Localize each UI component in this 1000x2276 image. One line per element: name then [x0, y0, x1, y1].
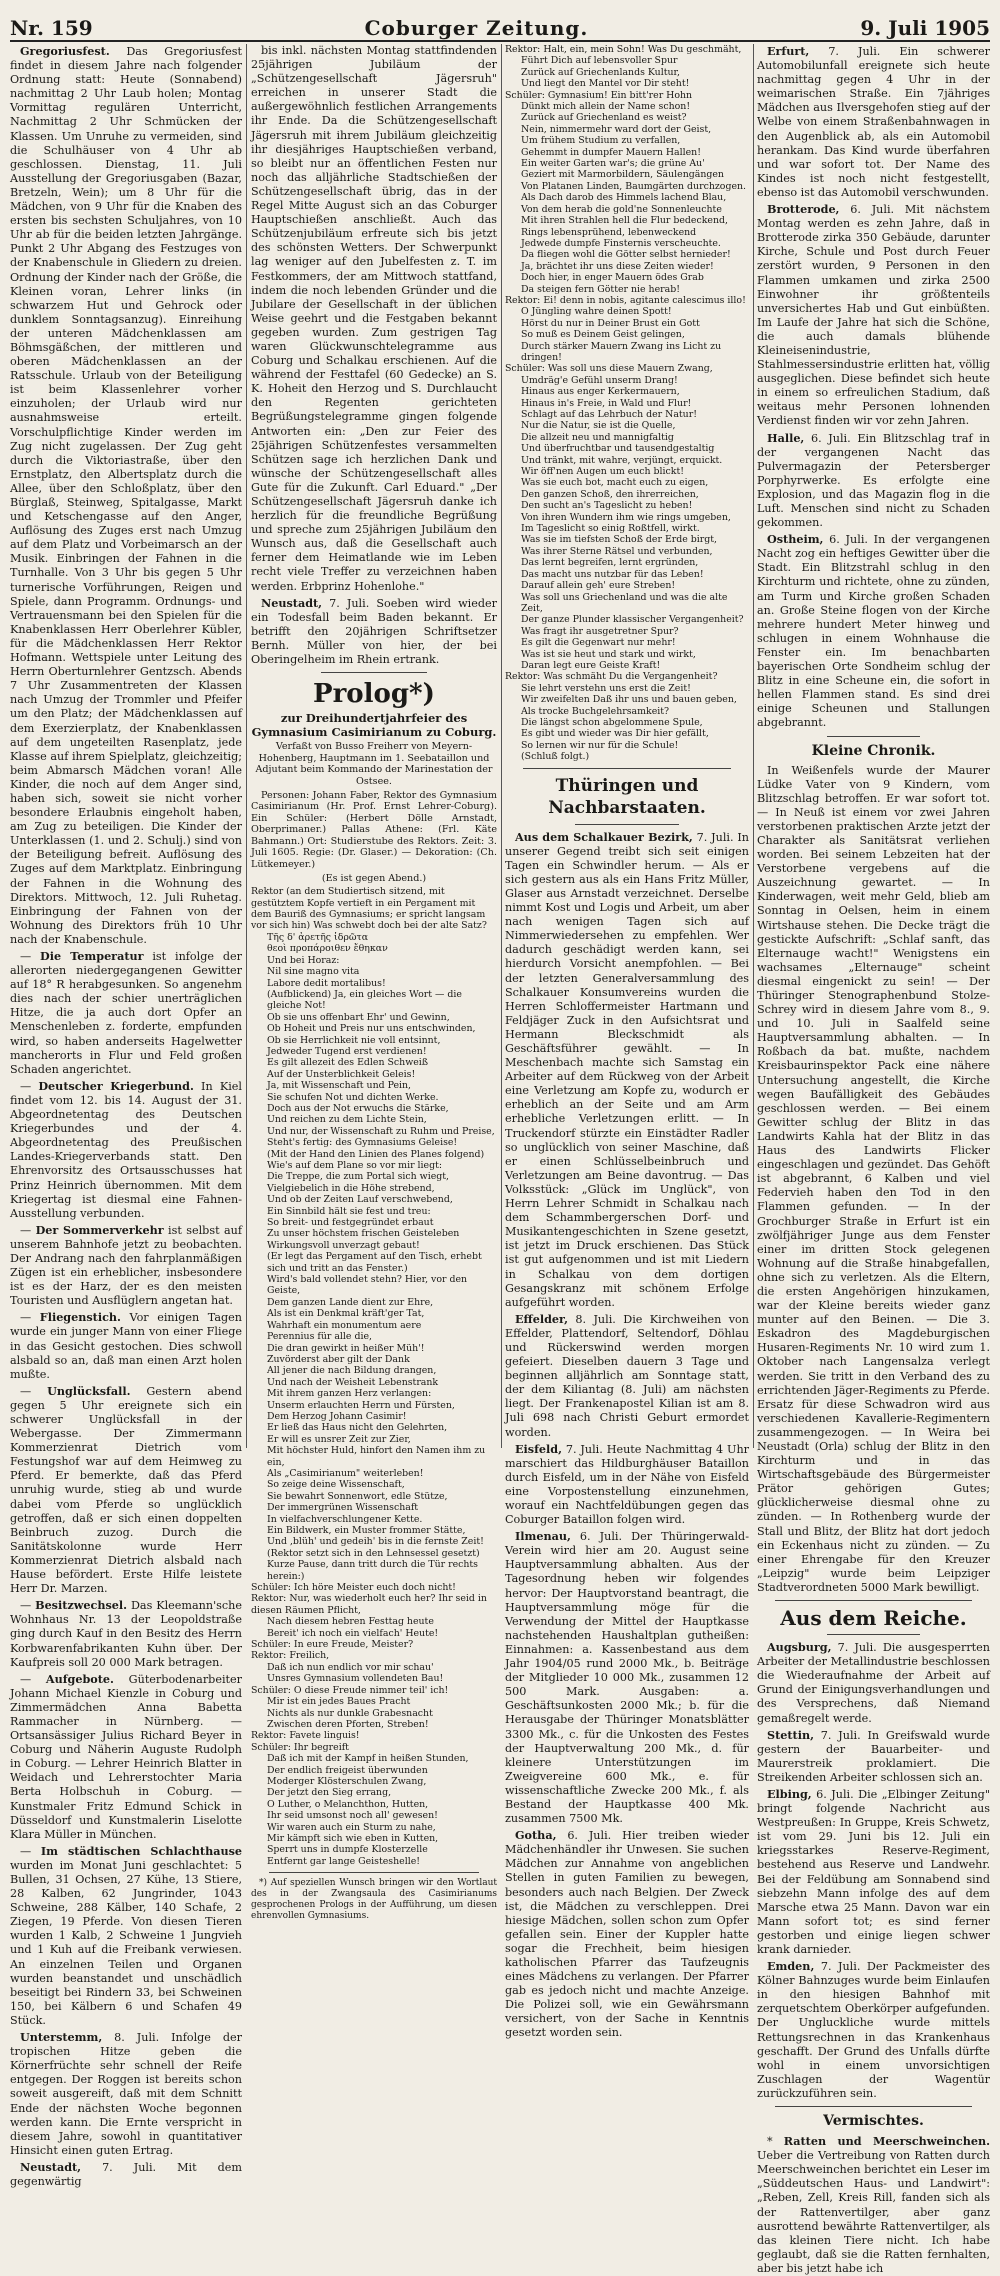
- verse-line: Von dem herab die gold'ne Sonnenleuchte: [521, 203, 722, 215]
- verse-line: Die dran gewirkt in heißer Müh'!: [267, 1342, 425, 1354]
- verse-line: Und nach der Weisheit Lebenstrank: [267, 1376, 439, 1388]
- verse-line: Das macht uns nutzbar für das Leben!: [521, 568, 704, 580]
- article-heading: Stettin,: [767, 1727, 814, 1742]
- verse-line: So lernen wir nur für die Schule!: [521, 739, 679, 751]
- masthead: [10, 6, 990, 42]
- column-3: [505, 44, 750, 2040]
- verse-line: Mit ihren Strahlen hell die Flur bedeckend,: [521, 215, 728, 227]
- article-elbing: [757, 1787, 990, 1957]
- verse-line: Mit ihrem ganzen Herz verlangen:: [267, 1388, 432, 1400]
- verse-line: O Luther, o Melanchthon, Hutten,: [267, 1798, 429, 1810]
- verse-line: Schüler: Ihr begreift: [251, 1741, 349, 1753]
- verse-line: Rektor: Ei! denn in nobis, agitante calescimus illo!: [505, 294, 746, 306]
- article-heading: Die Temperatur: [40, 949, 144, 963]
- verse-line: (Mit der Hand den Linien des Planes folgend): [267, 1148, 485, 1160]
- prolog-stage-direction: (Es ist gegen Abend.): [321, 872, 427, 884]
- verse-line: Wie's auf dem Plane so vor mir liegt:: [267, 1160, 443, 1171]
- verse-line: Doch aus der Not erwuchs die Stärke,: [267, 1102, 449, 1114]
- verse-line: Vielgiebelich in die Höhe strebend,: [267, 1182, 435, 1194]
- article-heading: Unglücksfall.: [47, 1383, 131, 1398]
- verse-line: Was sie im tiefsten Schoß der Erde birgt,: [521, 534, 718, 546]
- article-heading: Gregoriusfest.: [20, 44, 110, 58]
- verse-line: Moderger Klösterschulen Zwang,: [267, 1775, 427, 1787]
- verse-line: Dem Herzog Johann Casimir!: [267, 1410, 407, 1422]
- verse-line: Ja, mit Wissenschaft und Pein,: [267, 1080, 412, 1092]
- verse-line: Geziert mit Marmorbildern, Säulengängen: [521, 169, 724, 181]
- divider: [523, 768, 731, 769]
- article-heading: Halle,: [767, 430, 805, 445]
- prolog-continuation: [505, 44, 749, 763]
- article-besitzwechsel: — Besitzwechsel. Das Kleemann'sche Wohnhaus Nr. 13 der Leopoldstraße ging durch Kauf in den Besitz des Herrn Korbwarenfabrikanten Kuhn über. Der Kaufpreis soll 20 000 Mark betragen.: [10, 1598, 243, 1669]
- article-heading: Elbing,: [767, 1786, 812, 1801]
- divider: [827, 736, 920, 737]
- verse-line: Der ganze Plunder klassischer Vergangenheit?: [521, 614, 744, 626]
- article-stettin: [757, 1728, 990, 1785]
- article-heading: Im städtischen Schlachthause: [40, 1843, 242, 1858]
- article-halle: [757, 431, 990, 531]
- verse-line: Was sie euch bot, macht euch zu eigen,: [521, 477, 709, 489]
- verse-line: Die längst schon abgelommene Spule,: [521, 716, 703, 728]
- article-text: 7. Juli. Die ausgesperrten Arbeiter der Metallindustrie beschlossen die Wiederaufnahme der Arbeit auf Grund der Einigungsverhandlungen und des Versprechens, daß Niemand gemaßregelt werde.: [757, 1641, 990, 1725]
- article-heading: Neustadt,: [261, 595, 323, 610]
- article-augsburg: [757, 1640, 990, 1726]
- article-sommerverkehr: — Der Sommerverkehr ist selbst auf unserem Bahnhofe jetzt zu beobachten. Der Andrang nach den fahrplanmäßigen Zügen ist ein erheblicher, insbesondere ist es der Harz, der es den meisten Touristen und Ausflüglern angetan hat.: [10, 1222, 242, 1308]
- issue-number: Nr. 159: [10, 16, 93, 40]
- verse-line: Schüler: In eure Freude, Meister?: [251, 1639, 414, 1651]
- article-temperatur: — Die Temperatur ist infolge der allerorten niedergegangenen Gewitter auf 18° R herabgesunken. So angenehm dies nach der schier unerträglichen Hitze, die ja auch dort Opfer an Menschenleben z. forderte, empfunden wird, so haben anderseits Hagelwetter mancherorts in Flur und Feld großen Schaden angerichtet.: [10, 949, 242, 1076]
- verse-line: Rings lebensprühend, lebenweckend: [521, 226, 697, 238]
- verse-line: Unsres Gymnasium vollendeten Bau!: [267, 1673, 444, 1685]
- verse-line: Perennius für alle die,: [267, 1331, 372, 1343]
- article-heading: Effelder,: [515, 1311, 568, 1326]
- verse-line: Schüler: Gymnasium! Ein bitt'rer Hohn: [505, 89, 693, 101]
- article-heading: Aus dem Schalkauer Bezirk,: [515, 829, 693, 844]
- verse-line: Wir zweifelten Daß ihr uns und bauen geben,: [521, 694, 737, 706]
- verse-line: Umdräg'e Gefühl unserm Drang!: [521, 374, 678, 386]
- article-text: 8. Juli. Infolge der tropischen Hitze geben die Körnerfrüchte sehr schnell der Reife entgegen. Der Roggen ist bereits schon soweit ausgereift, daß mit dem Schnitt Ende der nächsten Woche begonnen werden kann. Die Ernte verspricht in diesem Jahre, sowohl in quantitativer Hinsicht einen guten Ertrag.: [10, 2031, 242, 2157]
- article-heading: Deutscher Kriegerbund.: [38, 1078, 194, 1093]
- verse-line: Gehemmt in dumpfer Mauern Hallen!: [521, 146, 701, 158]
- column-2: [251, 44, 497, 1922]
- article-effelder: [505, 1312, 749, 1440]
- article-heading: Ratten und Meerschweinchen.: [783, 2134, 990, 2149]
- verse-line: Rektor: Halt, ein, mein Sohn! Was Du geschmäht,: [505, 44, 742, 55]
- article-date: 6. Juli.: [567, 1829, 612, 1843]
- verse-line: Und bei Horaz:: [267, 954, 340, 966]
- verse-line: Da fliegen wohl die Götter selbst hernieder!: [521, 249, 731, 261]
- divider: [775, 2106, 972, 2107]
- article-emden: [757, 1959, 990, 2101]
- verse-line: Der jetzt den Sieg errang,: [267, 1787, 392, 1799]
- verse-line: Er ließ das Haus nicht den Gelehrten,: [267, 1422, 448, 1434]
- divider: [321, 672, 427, 673]
- article-neustadt-todesfall: [251, 596, 497, 667]
- verse-line: Sie schufen Not und dichten Werke.: [267, 1091, 439, 1103]
- verse-line: Wir öff'nen Augen um euch blickt!: [521, 466, 685, 478]
- verse-line: Labore dedit mortalibus!: [267, 977, 386, 989]
- article-fliegenstich: — Fliegenstich. Vor einigen Tagen wurde ein junger Mann von einer Fliege in das Gesicht gestochen. Dies schwoll alsbald so an, daß man einen Arzt holen mußte.: [10, 1310, 242, 1381]
- article-heading: Augsburg,: [767, 1640, 832, 1655]
- article-neustadt: [10, 2160, 242, 2189]
- verse-line: Von ihren Wundern ihm wie rings umgeben,: [521, 511, 731, 523]
- verse-line: Jedweder Tugend erst verdienen!: [267, 1045, 427, 1057]
- verse-line: Im Tageslicht so einig Roßtfell, wirkt.: [521, 523, 700, 535]
- divider: [827, 1634, 920, 1635]
- verse-line: (Rektor setzt sich in den Lehnsessel gesetzt): [267, 1547, 480, 1559]
- verse-line: Wir waren auch ein Sturm zu nahe,: [267, 1821, 436, 1833]
- verse-line: Daß ich nun endlich vor mir schau': [267, 1661, 434, 1673]
- article-text: Der Thüringerwald-Verein wird hier am 20. August seine Hauptversammlung abhalten. Aus der Tagesordnung heben wir folgendes hervor: Der Hauptvorstand beantragt, die Hauptversammlung möge für die Verwendung der Mittel der Hauptkasse nachstehenden Haushaltplan gutheißen: Einnahmen: a. Kassenbestand aus dem Jahr 1904/05 rund 2000 Mk., b. Beiträge der Mitglieder 10 000 Mk., zusammen 12 500 Mark. Ausgaben: a. Geschäftsunkosten 2000 Mk.; b. für die Herausgabe der Thüringer Monatsblätter 3300 Mk., c. für die Unkosten des Festes der Hauptverwaltung 200 Mk., d. für kleinere Unterstützungen im Zweigvereine 600 Mk., e. für wissenschaftliche Zwecke 200 Mk., f. als Bestand der Hauptkasse 400 Mk. zusammen 7500 Mk.: [505, 1530, 749, 1826]
- article-heading: Erfurt,: [767, 44, 810, 58]
- article-kriegerbund: — Deutscher Kriegerbund. In Kiel findet vom 12. bis 14. August der 31. Abgeordnetentag des Deutschen Kriegerbundes und der 4. Abgeordnetentag des Preußischen Landes-Kriegerverbands statt. Den Ehrenvorsitz des Ortsausschusses hat Prinz Heinrich übernommen. Mit dem Kriegertag ist diesmal eine Fahnen-Ausstellung verbunden.: [10, 1078, 242, 1220]
- verse-line: Daran legt eure Geiste Kraft!: [521, 659, 661, 671]
- verse-line: Ja, brächtet ihr uns diese Zeiten wieder!: [521, 260, 714, 272]
- column-4: [757, 44, 991, 2275]
- section-heading-reich: Aus dem Reiche.: [780, 1606, 967, 1631]
- article-brotterode: [757, 202, 990, 429]
- article-text: 7. Juli. Ein schwerer Automobilunfall ereignete sich heute nachmittag gegen 4 Uhr in der weimarischen Straße. Ein 7jähriges Mädchen aus Ilversgehofen stieg auf der Welbe von einem Straßenbahnwagen in den Augenblick ab, als ein Automobil herankam. Das Kind wurde überfahren und war sofort tot. Der Name des Kindes ist noch nicht festgestellt, ebenso ist das Automobil verschwunden.: [757, 45, 990, 199]
- verse-line: Der endlich freigeist überwunden: [267, 1764, 428, 1776]
- verse-line: Und liegt den Mantel vor Dir steht!: [521, 78, 690, 90]
- article-text: 7. Juli. Der Packmeister des Kölner Bahnzuges wurde beim Einlaufen in den hiesigen Bahnhof mit zerquetschtem Oberkörper aufgefunden. Der Ungluckliche wurde mittels Rettungsrechnen in das Krankenhaus geschafft. Der Grund des Unfalls dürfte wohl in einem unvorsichtigen Zuschlagen der Wagentür zurückzuführen sein.: [757, 1960, 991, 2100]
- verse-line: Und nur, der Wissenschaft zu Ruhm und Preise,: [267, 1125, 495, 1137]
- issue-date: 9. Juli 1905: [860, 16, 990, 40]
- divider: [269, 1872, 479, 1873]
- article-heading: Fliegenstich.: [39, 1310, 121, 1325]
- article-heading: Gotha,: [515, 1828, 557, 1843]
- divider: [775, 1600, 972, 1601]
- verse-line: Als ist ein Denkmal kräft'ger Tat,: [267, 1308, 425, 1320]
- verse-line: Die allzeit neu und mannigfaltig: [521, 431, 674, 443]
- article-text: 6. Juli. Ein Blitzschlag traf in der vergangenen Nacht das Pulvermagazin der Petersberger Porphyrwerke. Es erfolgte eine Explosion, und das Magazin flog in die Luft. Menschen sind nicht zu Schaden gekommen.: [757, 431, 990, 530]
- verse-line: Zwischen deren Pforten, Streben!: [267, 1718, 429, 1730]
- verse-line: Zurück auf Griechenlands Kultur,: [521, 66, 680, 78]
- column-1: [10, 44, 243, 2188]
- article-text: Gestern abend gegen 5 Uhr ereignete sich ein schwerer Unglücksfall in der Webergasse. Der Zimmermann Kommerzienrat Dietrich vom Festungshof war auf dem Heimweg zu Pferd. Er bemerkte, daß das Pferd unruhig wurde, stieg ab und wurde dabei vom Pferde so unglücklich getroffen, daß er sich einen doppelten Beinbruch zuzog. Durch die Sanitätskolonne wurde Herr Kommerzienrat Dietrich alsbald nach Hause befördert. Erste Hilfe leistete Herr Dr. Marzen.: [10, 1384, 243, 1596]
- verse-line: Wirkungsvoll unverzagt gebaut!: [267, 1239, 420, 1251]
- verse-line: Mir kämpft sich wie eben in Kutten,: [267, 1832, 439, 1844]
- prolog-author: Verfaßt von Busso Freiherr von Meyern-Hohenberg, Hauptmann im 1. Seebataillon und Adjutant beim Kommando der Marinestation der Ostsee.: [255, 741, 493, 787]
- verse-line: Ein weiter Garten war's; die grüne Au': [521, 158, 705, 170]
- verse-line: Nil sine magno vita: [267, 966, 360, 978]
- verse-line: Was ist sie heut und stark und wirkt,: [521, 648, 696, 660]
- article-aufgebote: — Aufgebote. Güterbodenarbeiter Johann Michael Kienzle in Coburg und Zimmermädchen Anna Babetta Rammacher in Nürnberg. — Ortsansässiger Julius Richard Beyer in Coburg und Näherin Auguste Rudolph in Coburg. — Lehrer Heinrich Blatter in Weidach und Lehrerstochter Maria Berta Holbschuh in Coburg. — Kunstmaler Fritz Edmund Schick in Düsseldorf und Kunstmalerin Liselotte Klara Müller in München.: [10, 1671, 243, 1841]
- prolog-subtitle: zur Dreihundertjahrfeier des Gymnasium Casimirianum zu Coburg.: [251, 711, 497, 740]
- footnote: *) Auf speziellen Wunsch bringen wir den Wortlaut des in der Zwangsaula des Casimirianums gesprochenen Prologs in der Aufführung, um diesen ehrenvollen Gymnasiums.: [251, 1878, 497, 1922]
- verse-line: Entfernt gar lange Geisteshelle!: [267, 1855, 421, 1867]
- article-text: ist infolge der allerorten niedergegangenen Gewitter auf 18° R herabgesunken. So angenehm dies nach der schier unerträglichen Hitze, die ja auch dort Opfer an Menschenleben z. forderte, empfunden wird, so haben anderseits Hagelwetter mancherorts in Flur und Feld großen Schaden angerichtet.: [10, 950, 242, 1076]
- verse-line: Hörst du nur in Deiner Brust ein Gott: [521, 317, 700, 329]
- verse-line: Ob Hoheit und Preis nur uns entschwinden,: [267, 1023, 476, 1035]
- verse-line: Rektor: Was schmäht Du die Vergangenheit?: [505, 671, 718, 683]
- column-rule: [753, 44, 754, 1448]
- verse-line: Von Platanen Linden, Baumgärten durchzogen.: [521, 180, 747, 192]
- article-text: Vor einigen Tagen wurde ein junger Mann von einer Fliege in das Gesicht gestochen. Dies schwoll alsbald so an, daß man einen Arzt holen mußte.: [10, 1311, 242, 1381]
- prolog-persons: Personen: Johann Faber, Rektor des Gymnasium Casimirianum (Hr. Prof. Ernst Lehrer-Coburg). Ein Schüler: (Herbert Dölle Arnstadt, Oberprimaner.) Pallas Athene: (Frl. Käte Bahmann.) Ort: Studierstube des Rektors. Zeit: 3. Juli 1605. Regie: (Dr. Glaser.) — Dekoration: (Ch. Lütkemeyer.): [251, 789, 497, 871]
- verse-line: Auf der Unsterblichkeit Geleis!: [267, 1068, 416, 1080]
- article-text: Hier treiben wieder Mädchenhändler ihr Unwesen. Sie suchen Mädchen zur Annahme von angeblichen Stellen in guten Familien zu bewegen, besonders auch nach Belgien. Der Zweck ist, die Mädchen zu verschleppen. Drei hiesige Mädchen, sollen schon zum Opfer gefallen sein. Einer der Kuppler hatte sogar die Frechheit, beim hiesigen katholischen Pfarrer das Taufzeugnis eines Mädchens zu verlangen. Der Pfarrer gab es jedoch nicht und machte Anzeige. Die Polizei soll, wie ein Gewährsmann versichert, von der Sache in Kenntnis gesetzt worden sein.: [505, 1829, 749, 2040]
- article-heading: Aufgebote.: [45, 1671, 114, 1686]
- verse-line: So zeige deine Wissenschaft,: [267, 1479, 405, 1491]
- verse-line: Führt Dich auf lebensvoller Spur: [521, 55, 678, 67]
- verse-line: Es gilt die Gegenwart nur mehr!: [521, 637, 676, 649]
- verse-line: Als „Casimirianum" weiterleben!: [267, 1467, 424, 1479]
- article-schuetzenjubilaeum: bis inkl. nächsten Montag stattfindenden 25jährigen Jubiläum der „Schützengesellschaft Jägersruh" erreichen in unserer Stadt die außergewöhnlich festlichen Arrangements ihr Ende. Da die Schützengesellschaft Jägersruh mit ihrem Jubiläum gleichzeitig ihr diesjähriges Hauptschießen verband, so bleibt nur an öffentlichen Festen nur noch das alljährliche Stadtschießen der Schützengesellschaft übrig, das in der Regel Mitte August sich an das Coburger Hauptschießen anschließt. Auch das Schützenjubiläum erfreute sich bis jetzt des schönsten Wetters. Der Schwerpunkt lag weniger auf den Jubelfesten z. T. im Festkommers, der am Mittwoch stattfand, indem die noch lebenden Gründer und die Jubilare der Gesellschaft in der üblichen Weise geehrt und die Festgaben bekannt gegeben wurden. Zum gestrigen Tag waren Glückwunschtelegramme aus Coburg und Schalkau erschienen. Auf die während der Festtafel (60 Gedecke) an S. K. Hoheit den Herzog und S. Durchlaucht den Regenten gerichteten Begrüßungstelegramme gingen folgende Antworten ein: „Den zur Feier des 25jährigen Schützenfestes versammelten Schützen sage ich herzlichen Dank und wünsche der Schützengesellschaft alles Gute für die Zukunft. Carl Eduard." „Der Schützengesellschaft Jägersruh danke ich herzlich für die freundliche Begrüßung und spreche zum 25jährigen Jubiläum den Wunsch aus, daß die Gesellschaft auch ferner dem Heimatlande wie im Leben recht viele Treffer zu verzeichnen haben werden. Erbprinz Hohenlohe.": [251, 44, 497, 593]
- article-heading: Neustadt,: [20, 2159, 82, 2174]
- verse-line: Er will es unsrer Zeit zur Zier,: [267, 1433, 411, 1445]
- verse-line: Das lernt begreifen, lernt ergründen,: [521, 557, 699, 569]
- verse-line: Rektor: Freilich,: [251, 1650, 330, 1662]
- verse-line: Zuvörderst aber gilt der Dank: [267, 1353, 410, 1365]
- verse-line: Der immergrünen Wissenschaft: [267, 1502, 419, 1514]
- verse-line: Steht's fertig: des Gymnasiums Geleise!: [267, 1137, 458, 1149]
- article-text: Das Gregoriusfest findet in diesem Jahre nach folgender Ordnung statt: Heute (Sonnabend) nachmittag 2 Uhr Laub holen; Montag Vormittag regulären Unterricht, Nachmittag 2 Uhr Schmücken der Klassen. Um Unruhe zu vermeiden, sind die Schulhäuser von 4 Uhr ab geschlossen. Dienstag, 11. Juli Ausstellung der Gregoriusgaben (Bazar, Bretzeln, Wein); um 8 Uhr für die Mädchen, von 9 Uhr für die Knaben des ersten bis sechsten Schuljahres, von 10 Uhr ab für die beiden letzten Jahrgänge. Punkt 2 Uhr Abgang des Festzuges von der Knabenschule in Gliedern zu dreien. Ordnung der Kinder nach der Größe, die Kleinen voran, Lehrer links (in schwarzem Hut und Gehrock oder dunklem Sonntagsanzug). Einreihung der unteren Mädchenklassen am Böhmsgäßchen, der mittleren und oberen Mädchenklassen an der Ratsschule. Urlaub von der Beteiligung ist beim Klassenlehrer vorher einzuholen; der Urlaub wird nur ausnahmsweise erteilt. Vorschulpflichtige Kinder werden im Zug nicht zugelassen. Der Zug geht durch die Viktoriastraße, über den Ernstplatz, den Albertsplatz durch die Allee, über den Schloßplatz, über den Bürglaß, Steinweg, Spitalgasse, Markt und Ketschengasse auf den Anger, Auflösung des Zuges erst nach Umzug auf dem Platz und Vorbeimarsch an der Musik. Einbringen der Fahnen in die Turnhalle. Von 3 Uhr bis gegen 5 Uhr turnerische Vorführungen, Reigen und Spiele, dann Programm. Ordnungs- und Vertrauensmann bei den Spielen für die Knabenklassen Herr Oberlehrer Kübler, für die Mädchenklassen Herr Rektor Hofmann. Wettspiele unter Leitung des Herrn Oberturnlehrer Gentzsch. Abends 7 Uhr Zusammentreten der Klassen nach Umzug der Trommler und Pfeifer um den Platz; der Mädchenklassen auf dem Exerzierplatz, der Knabenklassen auf dem ungeteilten Rasenplatz, jede Klasse auf ihrem Spielplatz, gleichzeitig; beim Abmarsch Mädchen voran! Alle Kinder, die noch auf dem Anger sind, haben sich, soweit sie nicht vorher besondere Erlaubnis eingeholt haben, am Zug zu beteiligen. Die Kinder der Unterklassen (1. und 2. Schulj.) sind von der Beteiligung befreit. Auflösung des Zuges auf dem Marktplatz. Einbringung der Fahnen in die Wohnung des Direktors. Mittwoch, 12. Juli Ruhetag. Einbringung der Fahnen von der Wohnung des Direktors früh 10 Uhr nach der Knabenschule.: [10, 45, 242, 946]
- article-text: Güterbodenarbeiter Johann Michael Kienzle in Coburg und Zimmermädchen Anna Babetta Rammacher in Nürnberg. — Ortsansässiger Julius Richard Beyer in Coburg und Näherin Auguste Rudolph in Coburg. — Lehrer Heinrich Blatter in Weidach und Lehrerstochter Maria Berta Holbschuh in Coburg. — Kunstmaler Fritz Edmund Schick in Düsseldorf und Kunstmalerin Liselotte Klara Müller in München.: [10, 1672, 243, 1841]
- verse-line: Zurück auf Griechenland es weist?: [521, 112, 687, 124]
- article-heading: Ilmenau,: [515, 1529, 571, 1544]
- verse-line: Und ‚blüh' und gedeih' bis in die fernste Zeit!: [267, 1536, 484, 1548]
- verse-line: Ob sie Herrlichkeit nie voll entsinnt,: [267, 1034, 441, 1046]
- section-heading-vermischtes: Vermischtes.: [823, 2113, 924, 2130]
- verse-line: Was soll uns Griechenland und was die alte Zeit,: [521, 591, 728, 614]
- verse-line: Dem ganzen Lande dient zur Ehre,: [267, 1296, 434, 1308]
- article-heading: Emden,: [767, 1959, 815, 1974]
- article-text: 6. Juli. Die „Elbinger Zeitung" bringt folgende Nachricht aus Westpreußen: In Gruppe, Kreis Schwetz, ist vom 29. Juni bis 12. Juli ein kriegsstarkes Reserve-Regiment, bestehend aus Reserve und Landwehr. Bei der Feldübung am Sonnabend sind siebzehn Mann infolge des auf dem Marsche etwa 25 Mann. Davon war ein Mann sofort tot; es sind ferner gestorben und einige liegen schwer krank darnieder.: [757, 1787, 990, 1956]
- verse-line: Es gibt und wieder was Dir hier gefällt,: [521, 728, 709, 740]
- article-kleine-chronik: In Weißenfels wurde der Maurer Lüdke Vater von 9 Kindern, vom Blitzschlag betroffen. Er war sofort tot. — In Neuß ist einem vor zwei Jahren verstorbenen praktischen Arzte jetzt der Charakter als Sanitätsrat verliehen worden. Bei seinem Lebzeiten hat der Verstorbene vergebens auf die Auszeichnung gewartet. — In Kinderwagen, weit mehr Geld, blieb am Sonntag in Oelsen, heim in einem Wirtshause stehen. Die Decke trägt die gestickte Aufschrift: „Schlaf sanft, das Elternauge wacht!" Wenigstens ein wachsames „Elternauge" scheint diesmal eingenickt zu sein! — Der Thüringer Stenographenbund Stolze-Schrey wird in diesem Jahre vom 8., 9. und 10. Juli in Saalfeld seine Hauptversammlung abhalten. — In Roßbach da bat. mußte, nachdem Kreisbaurinspektor Pack eine nähere Untersuchung angestellt, die Kirche wegen Baufälligkeit des Gebäudes geschlossen werden. — Bei einem Gewitter schlug der Blitz in das Landwirts Kahla hat der Blitz in das Haus des Landwirts Flicker eingeschlagen und gezündet. Das Gehöft ist abgebrannt, 6 Kalben und viel Federvieh haben den Tod in den Flammen gefunden. — In der Grochburger Straße in Erfurt ist ein zwölfjähriger Junge aus dem Fenster einer im dritten Stock gelegenen Wohnung auf die Straße hinabgefallen, ohne sich zu verletzen. Als die Eltern, die ersten Angehörigen hinzukamen, war der Kleine bereits wieder ganz munter auf den Beinen. — Die 3. Eskadron des Magdeburgischen Husaren-Regiments Nr. 10 wird zum 1. Oktober nach Langensalza verlegt werden. Sie tritt in den Verband des zu errichtenden Jäger-Regiments zu Pferde. Ersatz für diese Schwadron wird aus verschiedenen Kavallerie-Regimentern zusammengezogen. — In Weira bei Neustadt (Orla) schlug der Blitz in den Kirchturm und in das Wirtschaftsgebäude des Bürgermeister Prätor gehörigen Gutes; glücklicherweise diesmal ohne zu zünden. — In Rothenberg wurde der Stall und Blitz, der Blitz hat dort jedoch ein Eckenhaus nicht zu zünden. — Zu einer Ehrengabe für den Kreuzer „Leipzig" wurde beim Leipziger Stadtverordneten 5000 Mark bewilligt.: [757, 763, 990, 1594]
- verse-line: So breit- und festgegründet erbaut: [267, 1217, 434, 1229]
- article-ilmenau: [505, 1529, 749, 1826]
- divider: [575, 824, 679, 825]
- verse-line: Rektor: Favete linguis!: [251, 1730, 360, 1742]
- article-date: 6. Juli.: [579, 1530, 623, 1544]
- article-date: 8. Juli.: [575, 1312, 616, 1326]
- verse-line: Darauf allein geh' eure Streben!: [521, 580, 676, 592]
- article-gregoriusfest: [10, 44, 242, 947]
- verse-line: Sperrt uns in dumpfe Klosterzelle: [267, 1844, 428, 1856]
- verse-line: Sie lehrt verstehn uns erst die Zeit!: [521, 682, 691, 694]
- article-text: 6. Juli. Mit nächstem Montag werden es zehn Jahre, daß in Brotterode zirka 350 Gebäude, darunter Kirche, Schule und Post durch Feuer zerstört wurden, 9 Personen in den Flammen umkamen und zirka 2500 Einwohner ihr größtenteils unversichertes Hab und Gut einbüßten. Im Laufe der Jahre hat sich die Schöne, die auch damals blühende Kleineisenindustrie, Stahlmessersindustrie erlitten hat, völlig ausgeglichen. Diese befindet sich heute in einem so erfreulichen Stadium, daß weitaus mehr Personen lohnenden Verdienst finden wir vor zehn Jahren.: [757, 203, 990, 428]
- verse-line: Was ihrer Sterne Rätsel und verbunden,: [521, 545, 713, 557]
- verse-line: θεοὶ προπάροιθεν ἔθηκαν: [267, 943, 388, 955]
- article-text: wurden im Monat Juni geschlachtet: 5 Bullen, 31 Ochsen, 27 Kühe, 13 Stiere, 28 Kalben, 62 Jungrinder, 1043 Schweine, 288 Kälber, 140 Schafe, 2 Ziegen, 19 Pferde. Von diesen Tieren wurden 1 Kalb, 2 Schweine 1 Jungvieh und 1 Kuh auf die Freibank verwiesen. An einzelnen Teilen und Organen wurden beanstandet und unschädlich beseitigt bei Rindern 33, bei Schweinen 150, bei Kälbern 6 und Schafen 49 Stück.: [10, 1858, 242, 2027]
- verse-line: Durch stärker Mauern Zwang ins Licht zu dringen!: [521, 340, 722, 363]
- verse-line: Was fragt ihr ausgetretner Spur?: [521, 625, 679, 637]
- verse-line: In vielfachverschlungener Kette.: [267, 1513, 423, 1525]
- article-text: ist selbst auf unserem Bahnhofe jetzt zu beobachten. Der Andrang nach den fahrplanmäßigen Zügen ist ein erheblicher, insbesondere ist es der Harz, der es den meisten Touristen und Ausflüglern angetan hat.: [10, 1223, 242, 1308]
- prolog-title: Prolog*): [313, 679, 435, 710]
- verse-line: Unserm erlauchten Herrn und Fürsten,: [267, 1399, 455, 1411]
- article-erfurt: [757, 44, 990, 200]
- article-heading: Eisfeld,: [515, 1441, 562, 1456]
- article-text: 7. Juli. Soeben wird wieder ein Todesfall beim Baden bekannt. Er betrifft den 20jährigen Schriftsetzer Bernh. Müller von hier, der bei Oberingelheim im Rhein ertrank.: [251, 596, 497, 667]
- verse-line: Als trocke Buchgelehrsamkeit?: [521, 705, 670, 717]
- verse-line: Und überfruchtbar und tausendgestaltig: [521, 443, 715, 455]
- verse-line: Wahrhaft ein monumentum aere: [267, 1319, 422, 1331]
- verse-line: (Aufblickend) Ja, ein gleiches Wort — die gleiche Not!: [267, 988, 462, 1012]
- article-date: 7. Juli.: [696, 830, 734, 844]
- verse-line: Wird's bald vollendet stehn? Hier, vor den Geiste,: [267, 1274, 468, 1297]
- verse-line: O Jüngling wahre deinen Spott!: [521, 306, 672, 318]
- article-schalkau: [505, 830, 749, 1310]
- article-heading: Ostheim,: [767, 532, 824, 547]
- verse-line: Ein Bildwerk, ein Muster frommer Stätte,: [267, 1525, 466, 1536]
- verse-line: Und reichen zu dem Lichte Stein,: [267, 1114, 427, 1126]
- column-rule: [246, 44, 247, 1448]
- verse-line: Bereit' ich noch ein vielfach' Heute!: [267, 1627, 439, 1639]
- article-text: Heute Nachmittag 4 Uhr marschiert das Hildburghäuser Bataillon durch Eisfeld, um in der Nähe von Eisfeld eine Vorpostenstellung einzunehmen, worauf ein Nachtfeldübungen gegen das Coburger Bataillon folgen wird.: [505, 1442, 750, 1527]
- article-text: Das Kleemann'sche Wohnhaus Nr. 13 der Leopoldstraße ging durch Kauf in den Besitz des Herrn Korbwarenfabrikanten Kuhn über. Der Kaufpreis soll 20 000 Mark betragen.: [10, 1599, 243, 1669]
- article-text: In unserer Gegend treibt sich seit einigen Tagen ein Schwindler herum. — Als er sich gestern aus als ein Hans Fritz Müller, Glaser aus Arnstadt verzeichnet. Derselbe nimmt Kost und Logis und Arbeit, um aber nach wenigen Tagen sich auf Nimmerwiedersehen zu empfehlen. Wer dadurch geschädigt werden kann, sei hierdurch Vorsicht anempfohlen. — Bei der letzten Generalversammlung des Schalkauer Konsumvereins wurden die Herren Schloffermeister Hartmann und Feldjäger Zuck in den Aufsichtsrat und Hermann Bleckschmidt als Geschäftsführer gewählt. — In Meschenbach machte sich Samstag ein Arbeiter auf dem Rückweg von der Arbeit eine Verletzung am Kopfe zu, wodurch er erheblich an der Seite und am Arm erhebliche Verletzungen erlitt. — In Truckendorf stürzte ein Einstädter Radler so unglücklich von seiner Maschine, daß er einen Schlüsselbeinbruch und Verletzungen am Beine davontrug. — Das Volksstück: „Glück im Unglück", von Herrn Lehrer Schmidt in Schalkau nach dem Schammbergerschen Dorf- und Musikantengeschichten in Szene gesetzt, ist jetzt im Druck erschienen. Das Stück ist gut aufgenommen und ist mit Liedern in Schalkau von dem dortigen Gesangskranz mit schönem Erfolge aufgeführt worden.: [505, 830, 750, 1309]
- verse-line: Den sucht an's Tageslicht zu heben!: [521, 500, 693, 512]
- article-text: Ueber die Vertreibung von Ratten durch Meerschweinchen berichtet ein Leser im „Süddeutschen Haus- und Landwirt": „Reben, Zell, Kreis Rill, fanden sich als der Rattenvertilger, aber ganz ausrottend bewährte Rattenvertilger, als das kleinen Tiere nicht. Ich habe geglaubt, daß sie die Ratten fernhalten, aber bis jetzt habe ich: [757, 2149, 990, 2275]
- verse-line: Die Treppe, die zum Portal sich wiegt,: [267, 1171, 449, 1183]
- article-text: 7. Juli. Mit dem gegenwärtig: [10, 2160, 242, 2188]
- verse-line: Schüler: Was soll uns diese Mauern Zwang,: [505, 363, 713, 375]
- article-ostheim: [757, 532, 990, 730]
- verse-line: Daß ich mit der Kampf in heißen Stunden,: [267, 1753, 469, 1765]
- verse-line: Nach diesem hebren Festtag heute: [267, 1616, 434, 1628]
- verse-line: Nur die Natur, sie ist die Quelle,: [521, 420, 676, 432]
- verse-line: Hinaus aus enger Kerkermauern,: [521, 386, 680, 398]
- article-heading: Besitzwechsel.: [35, 1598, 128, 1613]
- verse-line: Nichts als nur dunkle Grabesnacht: [267, 1707, 433, 1719]
- article-ratten: * Ratten und Meerschweinchen. Ueber die Vertreibung von Ratten durch Meerschweinchen berichtet ein Leser im „Süddeutschen Haus- und Landwirt": „Reben, Zell, Kreis Rill, fanden sich als der Rattenvertilger, aber ganz ausrottend bewährte Rattenvertilger, als das kleinen Tiere nicht. Ich habe geglaubt, daß sie die Ratten fernhalten, aber bis jetzt habe ich: [757, 2134, 990, 2275]
- verse-line: (Er legt das Pergament auf den Tisch, erhebt sich und tritt an das Fenster.): [267, 1251, 482, 1274]
- article-unterstemm: [10, 2030, 242, 2158]
- article-text: 7. Juli. In Greifswald wurde gestern der Bauarbeiter- und Maurerstreik proklamiert. Die Streikenden Arbeiter schlossen sich an.: [757, 1728, 990, 1784]
- verse-line: Um frühem Studium zu verfallen,: [521, 135, 681, 147]
- verse-line: Da steigen fern Götter nie herab!: [521, 283, 680, 295]
- newspaper-title: Coburger Zeitung.: [364, 16, 589, 40]
- verse-line: Zu unser höchstem frischen Geisteleben: [267, 1228, 460, 1240]
- verse-line: Den ganzen Schoß, den ihrerreichen,: [521, 488, 699, 500]
- verse-line: Und ob der Zeiten Lauf verschwebend,: [267, 1194, 453, 1206]
- article-text: 6. Juli. In der vergangenen Nacht zog ein heftiges Gewitter über die Stadt. Ein Blitzstrahl schlug in den Kirchturm und richtete, ohne zu zünden, am Turm und Kirche großen Schaden an. Große Steine flogen von der Kirche mehrere hundert Meter hinweg und schlugen in einem Wohnhause die Fenster ein. Im benachbarten bayerischen Orte Sondheim schlug der Blitz in eine Scheune ein, die sofort in hellen Flammen stand. Es sind drei einige Scheunen und Stallungen abgebrannt.: [757, 533, 990, 730]
- verse-line: Rektor: Nur, was wiederholt euch her? Ihr seid in diesen Räumen Pflicht,: [251, 1593, 487, 1616]
- article-eisfeld: [505, 1442, 749, 1528]
- verse-line: Als Dach darob des Himmels lachend Blau,: [521, 192, 727, 204]
- verse-line: Jedwede dumpfe Finsternis verscheuchte.: [521, 237, 721, 249]
- article-heading: Der Sommerverkehr: [35, 1222, 164, 1237]
- verse-line: Doch hier, in enger Mauern ödes Grab: [521, 272, 704, 284]
- column-rule: [501, 44, 502, 1448]
- verse-line: Es gilt allezeit des Edlen Schweiß: [267, 1057, 429, 1069]
- verse-line: Nein, nimmermehr ward dort der Geist,: [521, 123, 712, 135]
- article-text: Die Kirchweihen von Effelder, Plattendorf, Seltendorf, Döhlau und Rückerswind werden morgen gefeiert. Dieselben dauern 3 Tage und beginnen alljährlich am Sonntage statt, der dem Kiliantag (8. Juli) am nächsten liegt. Der Frankenapostel Kilian ist am 8. Juli 698 nach Christi Geburt ermordet worden.: [505, 1312, 750, 1439]
- section-heading-kleine-chronik: Kleine Chronik.: [811, 742, 936, 759]
- verse-line: Rektor (an dem Studiertisch sitzend, mit gestütztem Kopfe vertieft in ein Pergament mit dem Bauriß des Gymnasiums; er spricht langsam vor sich hin) Was schwebt doch bei der alte Satz?: [251, 886, 487, 932]
- verse-line: Kurze Pause, dann tritt durch die Tür rechts herein:): [267, 1559, 478, 1582]
- verse-line: (Schluß folgt.): [521, 751, 590, 763]
- verse-line: All jener die nach Bildung drangen,: [267, 1365, 437, 1377]
- verse-line: Ein Sinnbild hält sie fest und treu:: [267, 1205, 431, 1217]
- verse-line: Mit höchster Huld, hinfort den Namen ihm zu ein,: [267, 1445, 486, 1468]
- article-text: In Kiel findet vom 12. bis 14. August der 31. Abgeordnetentag des Deutschen Kriegerbundes und der 4. Abgeordnetentag des Preußischen Landes-Kriegerverbands statt. Den Ehrenvorsitz des Ortsausschusses hat Prinz Heinrich übernommen. Mit dem Kriegertag ist diesmal eine Fahnen-Ausstellung verbunden.: [10, 1079, 242, 1220]
- article-heading: Brotterode,: [767, 202, 840, 217]
- article-heading: Unterstemm,: [20, 2030, 103, 2045]
- verse-line: Und tränkt, mit wahre, verjüngt, erquickt.: [521, 454, 723, 466]
- article-date: 7. Juli.: [565, 1442, 603, 1456]
- article-ungluecksfall: — Unglücksfall. Gestern abend gegen 5 Uhr ereignete sich ein schwerer Unglücksfall in der Webergasse. Der Zimmermann Kommerzienrat Dietrich vom Festungshof war auf dem Heimweg zu Pferd. Er bemerkte, daß das Pferd unruhig wurde, stieg ab und wurde dabei vom Pferde so unglücklich getroffen, daß er sich einen doppelten Beinbruch zuzog. Durch die Sanitätskolonne wurde Herr Kommerzienrat Dietrich alsbald nach Hause befördert. Erste Hilfe leistete Herr Dr. Marzen.: [10, 1383, 243, 1596]
- verse-line: Schüler: O diese Freude nimmer teil' ich!: [251, 1684, 449, 1696]
- verse-line: Dünkt mich allein der Name schon!: [521, 101, 691, 113]
- article-schlachthaus: — Im städtischen Schlachthause wurden im Monat Juni geschlachtet: 5 Bullen, 31 Ochsen, 27 Kühe, 13 Stiere, 28 Kalben, 62 Jungrinder, 1043 Schweine, 288 Kälber, 140 Schafe, 2 Ziegen, 19 Pferde. Von diesen Tieren wurden 1 Kalb, 2 Schweine 1 Jungvieh und 1 Kuh auf die Freibank verwiesen. An einzelnen Teilen und Organen wurden beanstandet und unschädlich beseitigt bei Rindern 33, bei Schweinen 150, bei Kälbern 6 und Schafen 49 Stück.: [10, 1843, 242, 2027]
- verse-line: Hinaus in's Freie, in Wald und Flur!: [521, 397, 692, 409]
- verse-line: Τῆς δ' ἀρετῆς ἱδρῶτα: [267, 931, 369, 943]
- verse-line: Ihr seid umsonst noch all' gewesen!: [267, 1810, 438, 1822]
- verse-line: Mir ist ein jedes Baues Pracht: [267, 1696, 411, 1708]
- section-heading-thueringen: Thüringen und Nachbarstaaten.: [548, 775, 706, 818]
- verse-line: Ob sie uns offenbart Ehr' und Gewinn,: [267, 1011, 450, 1023]
- article-gotha: [505, 1828, 749, 2040]
- verse-line: So muß es Deinem Geist gelingen,: [521, 329, 685, 341]
- verse-line: Schüler: Ich höre Meister euch doch nicht!: [251, 1582, 456, 1594]
- verse-line: Sie bewahrt Sonnenwort, edle Stütze,: [267, 1490, 448, 1502]
- verse-line: Schlagt auf das Lehrbuch der Natur!: [521, 409, 697, 420]
